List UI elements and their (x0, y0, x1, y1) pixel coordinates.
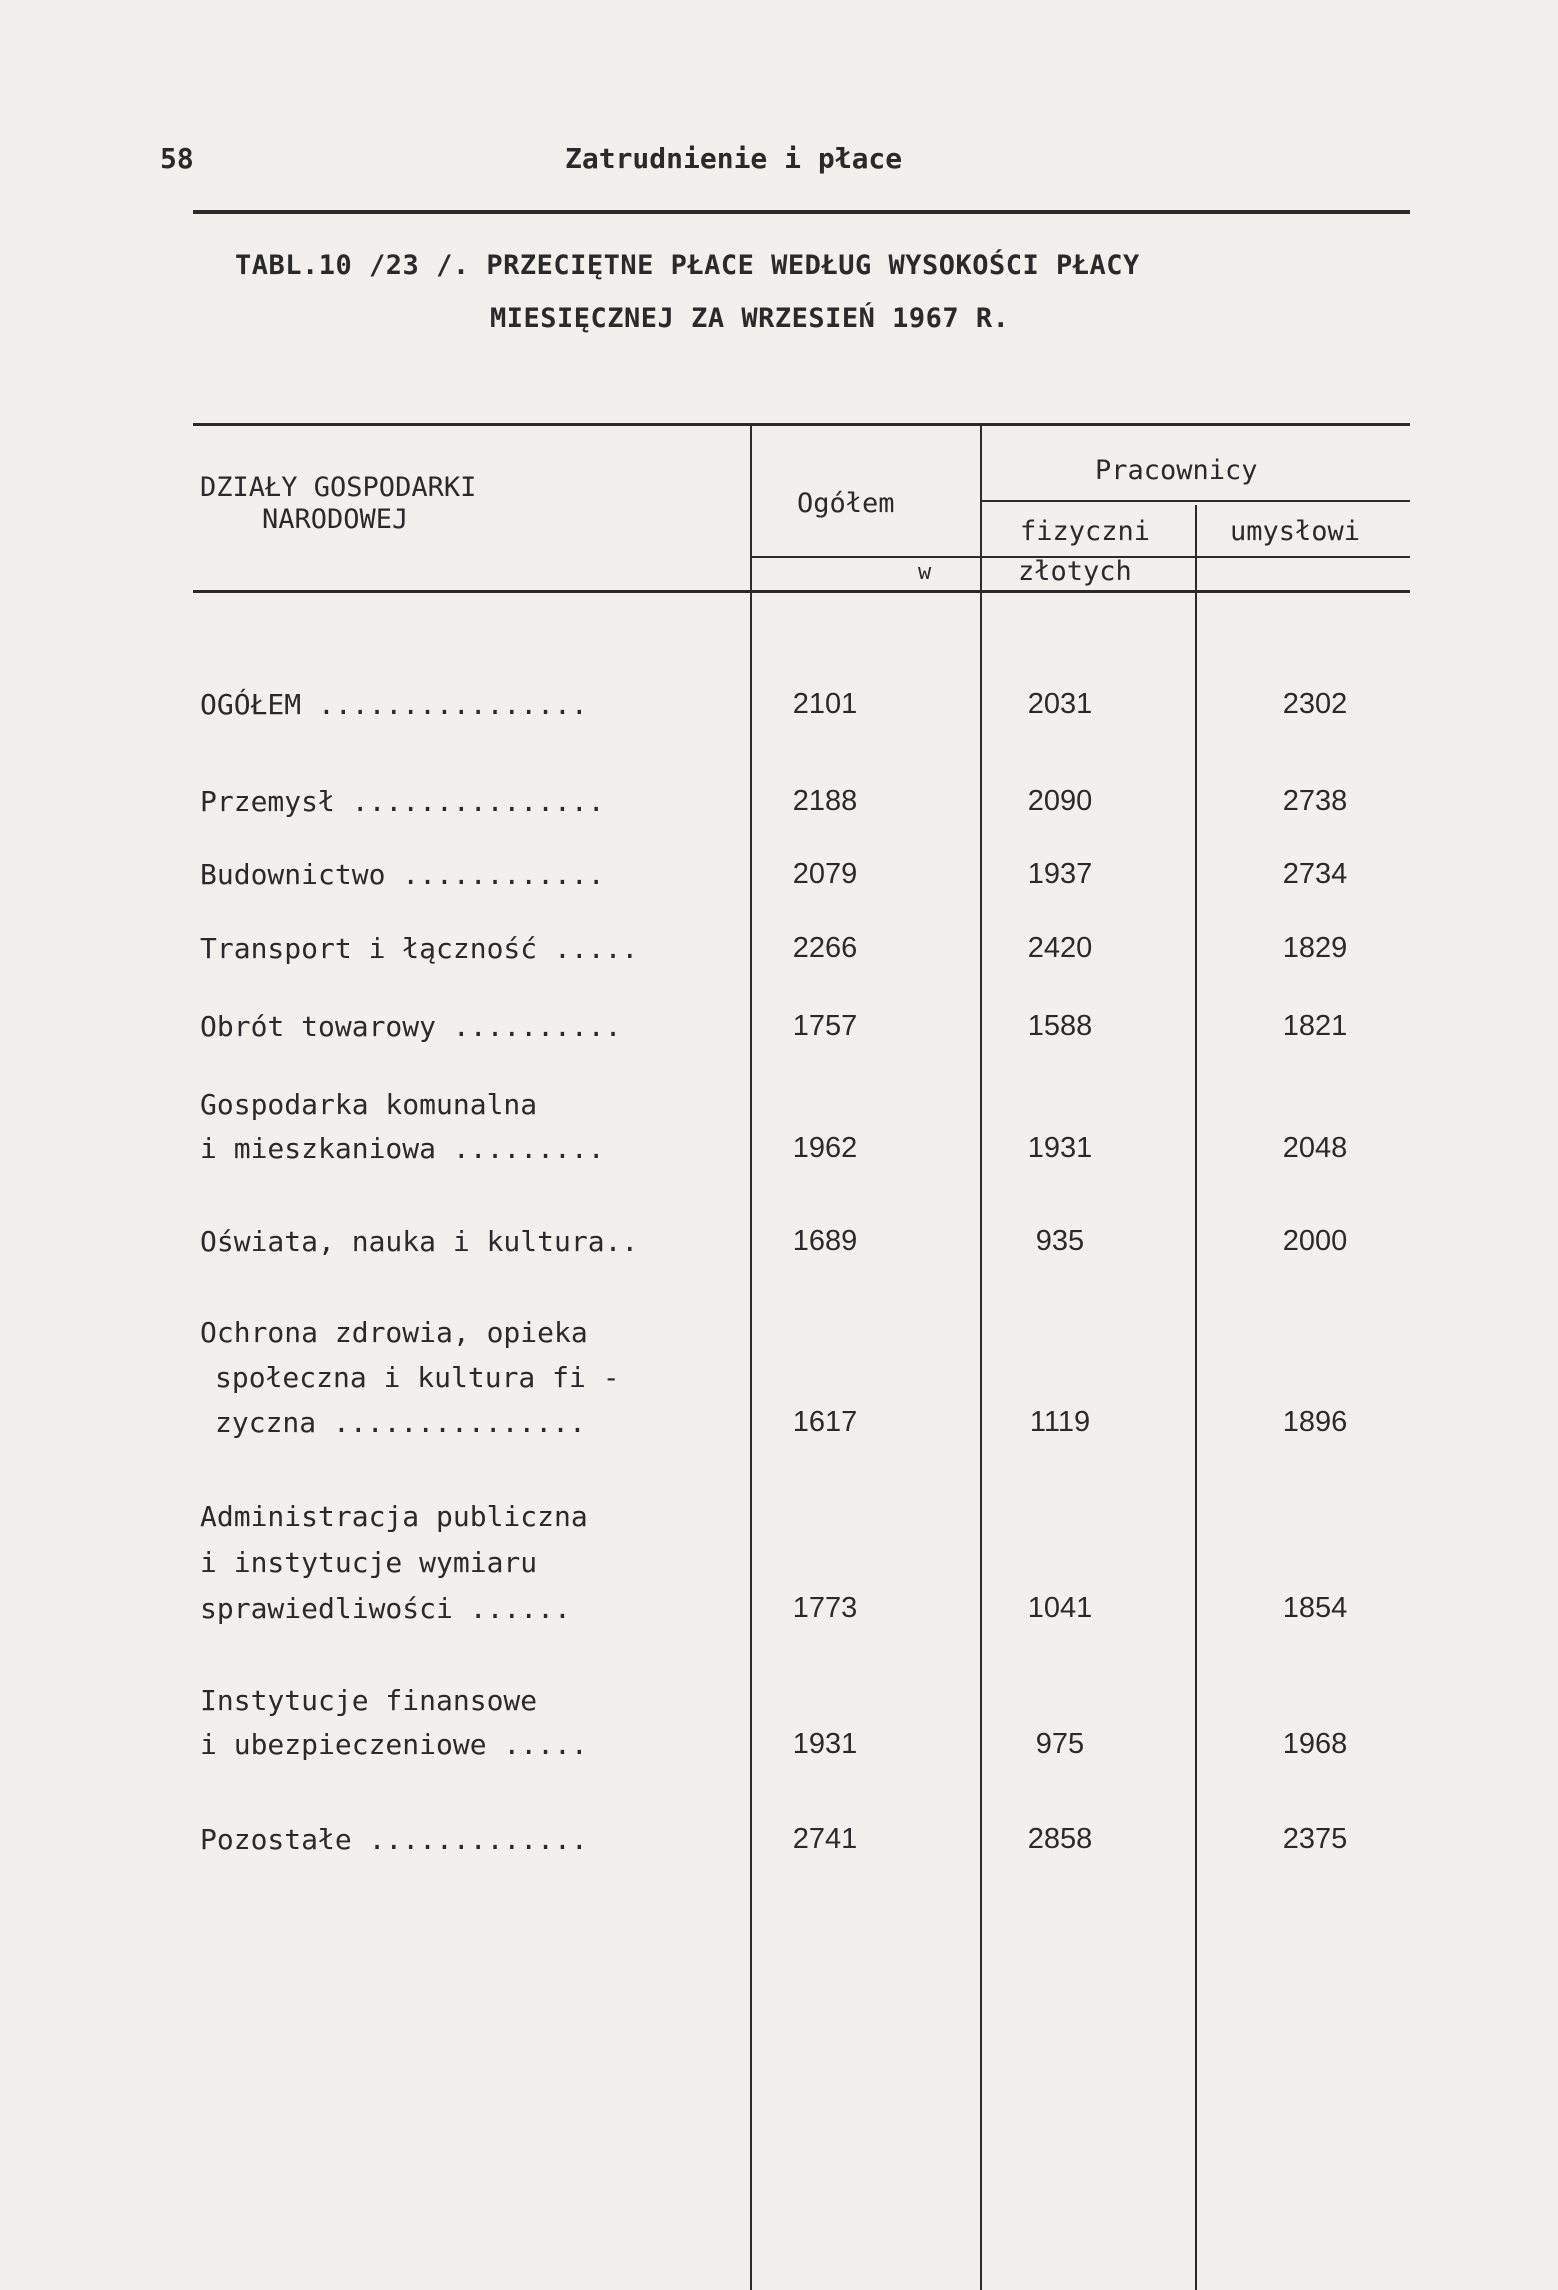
header-bottom-rule (193, 590, 1410, 593)
column-divider-3 (1195, 505, 1197, 2290)
row-label-line: Przemysł ............... (200, 785, 605, 818)
page-number: 58 (160, 142, 194, 175)
running-title: Zatrudnienie i płace (565, 142, 903, 175)
cell-manual: 1588 (1027, 1010, 1093, 1042)
row-label-line: Gospodarka komunalna (200, 1088, 538, 1121)
cell-manual: 2420 (1027, 932, 1093, 964)
cell-white-collar: 2048 (1282, 1132, 1348, 1164)
row-label-line: Budownictwo ............ (200, 858, 605, 891)
header-rule (193, 210, 1410, 214)
row-label-line: Oświata, nauka i kultura.. (200, 1225, 639, 1258)
row-label-line: Administracja publiczna (200, 1500, 588, 1533)
cell-white-collar: 2375 (1282, 1823, 1348, 1855)
cell-total: 2266 (792, 932, 858, 964)
cell-manual: 935 (1035, 1225, 1085, 1257)
row-label-line: sprawiedliwości ...... (200, 1592, 571, 1625)
row-label-line: zyczna ............... (215, 1406, 586, 1439)
cell-manual: 2858 (1027, 1823, 1093, 1855)
column-divider-1 (750, 425, 752, 2290)
cell-white-collar: 2000 (1282, 1225, 1348, 1257)
header-manual: fizyczni (1020, 516, 1151, 547)
cell-white-collar: 1854 (1282, 1592, 1348, 1624)
cell-manual: 1937 (1027, 858, 1093, 890)
cell-manual: 2031 (1027, 688, 1093, 720)
cell-white-collar: 1968 (1282, 1728, 1348, 1760)
row-label-line: Transport i łączność ..... (200, 932, 639, 965)
header-sector-line2: NARODOWEJ (262, 504, 409, 535)
row-label-line: społeczna i kultura fi - (215, 1361, 620, 1394)
cell-white-collar: 1829 (1282, 932, 1348, 964)
cell-manual: 1041 (1027, 1592, 1093, 1624)
cell-white-collar: 1821 (1282, 1010, 1348, 1042)
header-total: Ogółem (797, 488, 895, 519)
row-label-line: Pozostałe ............. (200, 1823, 588, 1856)
cell-total: 1757 (792, 1010, 858, 1042)
row-label-line: i ubezpieczeniowe ..... (200, 1728, 588, 1761)
row-label-line: Instytucje finansowe (200, 1684, 538, 1717)
cell-total: 2101 (792, 688, 858, 720)
cell-white-collar: 2734 (1282, 858, 1348, 890)
header-unit: złotych (1018, 556, 1132, 587)
header-sector-line1: DZIAŁY GOSPODARKI (200, 472, 477, 503)
row-label-line: i mieszkaniowa ......... (200, 1132, 605, 1165)
table-top-rule (193, 423, 1410, 426)
row-label-line: Ochrona zdrowia, opieka (200, 1316, 588, 1349)
cell-white-collar: 2738 (1282, 785, 1348, 817)
cell-total: 2188 (792, 785, 858, 817)
cell-total: 2741 (792, 1823, 858, 1855)
cell-total: 1689 (792, 1225, 858, 1257)
row-label-line: OGÓŁEM ................ (200, 688, 588, 721)
cell-white-collar: 1896 (1282, 1406, 1348, 1438)
table-caption-line1: TABL.10 /23 /. PRZECIĘTNE PŁACE WEDŁUG WYSOKOŚCI PŁACY (235, 250, 1140, 281)
cell-manual: 1931 (1027, 1132, 1093, 1164)
header-workers: Pracownicy (1095, 455, 1258, 486)
cell-total: 1931 (792, 1728, 858, 1760)
row-label-line: i instytucje wymiaru (200, 1546, 538, 1579)
column-divider-2 (980, 425, 982, 2290)
cell-total: 1962 (792, 1132, 858, 1164)
cell-total: 1617 (792, 1406, 858, 1438)
workers-subheader-rule (980, 500, 1410, 502)
cell-manual: 1119 (1029, 1406, 1091, 1438)
header-white-collar: umysłowi (1230, 516, 1361, 547)
cell-total: 1773 (792, 1592, 858, 1624)
table-caption-line2: MIESIĘCZNEJ ZA WRZESIEŃ 1967 R. (490, 303, 1010, 334)
row-label-line: Obrót towarowy .......... (200, 1010, 622, 1043)
cell-white-collar: 2302 (1282, 688, 1348, 720)
cell-manual: 2090 (1027, 785, 1093, 817)
header-unit-prefix: w (918, 560, 932, 585)
cell-manual: 975 (1035, 1728, 1085, 1760)
cell-total: 2079 (792, 858, 858, 890)
